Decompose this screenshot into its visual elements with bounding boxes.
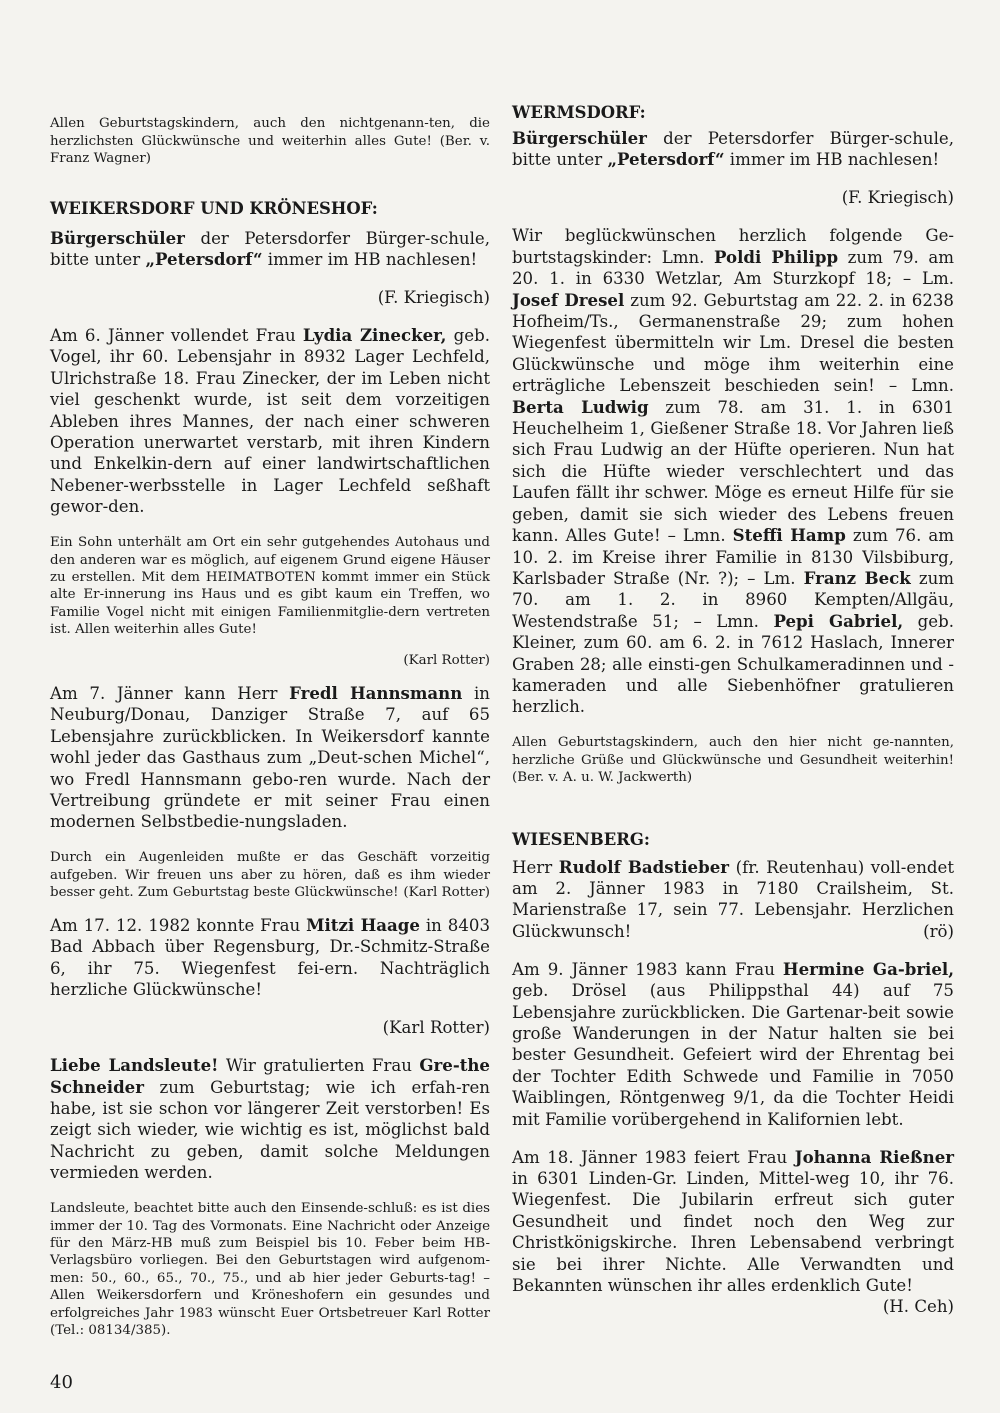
bold-name: Lydia Zinecker, bbox=[302, 325, 447, 346]
bold-name: Johanna Rießner bbox=[794, 1146, 954, 1167]
text: immer im HB nachlesen! bbox=[262, 250, 478, 270]
paragraph-wermsdorf-note: Allen Geburtstagskindern, auch den hier nicht ge-nannten, herzliche Grüße und Glückwünsche und Gesundheit weiterhin! (Ber. v. A. u. W. Jackwerth) bbox=[512, 735, 954, 786]
text: der Petersdorfer Bürger-schule, bitte unter bbox=[50, 228, 490, 270]
paragraph-einsendeschluss: Landsleute, beachtet bitte auch den Einsende-schluß: es ist dies immer der 10. Tag des Vormonats. Eine Nachricht oder Anzeige für den März-HB muß zum Beispiel bis 10. Feber beim HB-Verlagsbüro vorliegen. Bei den Geburtstagen wird aufgenom-men: 50., 60., 65., 70., 75., und ab hier jeder Geburts-tag! – Allen Weikersdorfern und Kröneshofern ein gesundes und erfolgreiches Jahr 1983 wünscht Euer Ortsbetreuer Karl Rotter (Tel.: 08134/385). bbox=[50, 1201, 490, 1339]
credit-rotter-1: (Karl Rotter) bbox=[403, 653, 490, 669]
intro-note: Allen Geburtstagskindern, auch den nichtgenann-ten, die herzlichsten Glückwünsche und weiterhin alles Gute! (Ber. v. Franz Wagner) bbox=[50, 116, 490, 167]
page-number: 40 bbox=[50, 1372, 73, 1393]
bold-name: Bürgerschüler bbox=[512, 128, 647, 148]
text: Wir beglückwünschen herzlich folgende Ge-burtstagskinder: Lmn. bbox=[512, 226, 954, 267]
paragraph-gabriel bbox=[512, 959, 954, 1130]
text: geb. Drösel (aus Philippsthal 44) auf 75 Lebensjahre zurückblicken. Die Gartenar-beit sowie große Wanderungen in der Natur halten sie bei bester Gesundheit. Gefeiert wird der Ehrentag bei der Tochter Edith Schwede und Familie in 7050 Waiblingen, Röntgenweg 9/1, da die Tochter Heidi mit Familie vorübergehend in Kalifornien lebt. bbox=[512, 981, 954, 1129]
bold-name: Mitzi Haage bbox=[306, 914, 420, 935]
text: zum 70. am 1. 2. in 8960 Kempten/Allgäu, Westendstraße 51; – Lmn. bbox=[512, 568, 954, 631]
bold-name: Berta Ludwig bbox=[512, 396, 649, 417]
bold-name: „Petersdorf“ bbox=[607, 149, 725, 170]
text: geb. Kleiner, zum 60. am 6. 2. in 7612 Haslach, Innerer Graben 28; alle einsti-gen Schulkameradinnen und -kameraden und alle Siebenhöfner gratulieren herzlich. bbox=[512, 611, 954, 717]
credit-ceh: (H. Ceh) bbox=[882, 1297, 954, 1317]
text: (fr. Reutenhau) voll-endet am 2. Jänner 1983 in 7180 Crailsheim, St. Marienstraße 17, sein 77. Lebensjahr. Herzlichen Glückwunsch! bbox=[512, 857, 954, 941]
credit-kriegisch-left: (F. Kriegisch) bbox=[377, 288, 490, 308]
paragraph-buergerschueler-right bbox=[512, 128, 954, 171]
paragraph-riessner bbox=[512, 1146, 954, 1317]
credit-roe: (rö) bbox=[923, 921, 954, 941]
text: Durch ein Augenleiden mußte er das Geschäft vorzeitig aufgeben. Wir freuen uns aber zu hören, daß es ihm wieder besser geht. Zum Geburtstag beste Glückwünsche! bbox=[50, 850, 490, 901]
bold-name: Steffi Hamp bbox=[732, 525, 846, 546]
paragraph-buergerschueler-left bbox=[50, 228, 490, 271]
paragraph-zinecker-note: Ein Sohn unterhält am Ort ein sehr gutgehendes Autohaus und den anderen war es möglich, auf eigenem Grund eigene Häuser zu erstellen. Mit dem HEIMATBOTEN kommt immer ein Stück alte Er-innerung ins Haus und es gibt kaum ein Treffen, wo Familie Vogel nicht mit einigen Familienmitglie-dern vertreten ist. Allen weiterhin alles Gute! bbox=[50, 535, 490, 638]
bold-name: Josef Dresel bbox=[512, 289, 625, 310]
text: geb. Vogel, ihr 60. Lebensjahr in 8932 Lager Lechfeld, Ulrichstraße 18. Frau Zinecker, der im Leben nicht viel geschenkt wurde, ist seit dem vorzeitigen Ableben ihres Mannes, der nach einer schweren Operation unerwartet verstarb, mit ihren Kindern und Enkelkin-dern auf einer landwirtschaftlichen Nebener-werbsstelle in Lager Lechfeld seßhaft gewor-den. bbox=[50, 326, 490, 517]
text: Am 17. 12. 1982 konnte Frau bbox=[50, 915, 307, 935]
bold-name: Liebe Landsleute! bbox=[50, 1055, 219, 1076]
text: immer im HB nachlesen! bbox=[724, 150, 940, 170]
paragraph-schneider bbox=[50, 1055, 490, 1183]
bold-name: Hermine Ga-briel, bbox=[782, 958, 955, 979]
paragraph-hannsmann bbox=[50, 683, 490, 833]
text: zum 76. am 10. 2. im Kreise ihrer Familie in 8130 Vilsbiburg, Karlsbader Straße (Nr. ?); – Lm. bbox=[512, 526, 954, 588]
text: Am 9. Jänner 1983 kann Frau bbox=[512, 959, 783, 979]
paragraph-zinecker bbox=[50, 325, 490, 518]
bold-name: Franz Beck bbox=[803, 567, 911, 588]
paragraph-hannsmann-note bbox=[50, 849, 490, 901]
credit-kriegisch-right: (F. Kriegisch) bbox=[841, 188, 954, 208]
text: der Petersdorfer Bürger-schule, bitte unter bbox=[512, 129, 954, 170]
text: Am 6. Jänner vollendet Frau bbox=[50, 326, 303, 346]
credit-rotter-3: (Karl Rotter) bbox=[382, 1018, 490, 1038]
bold-name: Poldi Philipp bbox=[714, 246, 839, 267]
text: Am 18. Jänner 1983 feiert Frau bbox=[512, 1147, 795, 1167]
text: Am 7. Jänner kann Herr bbox=[50, 683, 290, 703]
text: in Neuburg/Donau, Danziger Straße 7, auf 65 Lebensjahre zurückblicken. In Weikersdorf kannte wohl jeder das Gasthaus zum „Deut-schen Michel“, wo Fredl Hannsmann gebo-ren wurde. Nach der Vertreibung gründete er mit seiner Frau einen modernen Selbstbedie-nungsladen. bbox=[50, 683, 490, 832]
paragraph-wermsdorf-birthdays bbox=[512, 225, 954, 717]
bold-name: Fredl Hannsmann bbox=[289, 682, 463, 703]
left-column bbox=[50, 102, 490, 1353]
text: zum 78. am 31. 1. in 6301 Heuchelheim 1, Gießener Straße 18. Vor Jahren ließ sich Frau Ludwig an der Hüfte operieren. Nun hat sich die Hüfte wieder verschlechtert und das Laufen fällt ihr schwer. Möge es erneut Hilfe für sie geben, damit sie sich wieder des Lebens freuen kann. Alles Gute! – Lmn. bbox=[512, 397, 954, 546]
text: in 8403 Bad Abbach über Regensburg, Dr.-Schmitz-Straße 6, ihr 75. Wiegenfest fei-ern. Nachträglich herzliche Glückwünsche! bbox=[50, 915, 490, 1000]
bold-name: Bürgerschüler bbox=[50, 227, 185, 248]
text: in 6301 Linden-Gr. Linden, Mittel-weg 10, ihr 76. Wiegenfest. Die Jubilarin erfreut sich guter Gesundheit und findet noch den Weg zur Christkönigskirche. Ihren Lebensabend verbringt sie bei ihrer Nichte. Alle Verwandten und Bekannten wünschen ihr alles erdenklich Gute! bbox=[512, 1169, 954, 1296]
text: Herr bbox=[512, 857, 559, 877]
heading-wermsdorf: WERMSDORF: bbox=[512, 103, 646, 122]
bold-name: Gre-the Schneider bbox=[50, 1055, 490, 1097]
bold-name: Rudolf Badstieber bbox=[558, 856, 730, 877]
paragraph-badstieber bbox=[512, 857, 954, 943]
paragraph-haage bbox=[50, 915, 490, 1001]
text: zum 79. am 20. 1. in 6330 Wetzlar, Am Sturzkopf 18; – Lm. bbox=[512, 247, 954, 289]
text: Wir gratulierten Frau bbox=[218, 1056, 420, 1076]
bold-name: Pepi Gabriel, bbox=[773, 610, 904, 631]
heading-wiesenberg: WIESENBERG: bbox=[512, 829, 650, 849]
bold-name: „Petersdorf“ bbox=[145, 249, 263, 270]
text: zum Geburtstag; wie ich erfah-ren habe, ist sie schon vor längerer Zeit verstorben! Es zeigt sich wieder, wie wichtig es ist, möglichst bald Nachricht zu geben, damit solche Meldungen vermieden werden. bbox=[50, 1077, 490, 1183]
heading-weikersdorf: WEIKERSDORF UND KRÖNESHOF: bbox=[50, 198, 378, 218]
right-column bbox=[512, 102, 954, 1318]
credit-rotter-2: (Karl Rotter) bbox=[403, 885, 490, 901]
text: zum 92. Geburtstag am 22. 2. in 6238 Hofheim/Ts., Germanenstraße 29; zum hohen Wiegenfest übermitteln wir Lm. Dresel die besten Glückwünsche und möge ihm weiterhin eine erträgliche Lebenszeit beschieden sein! – Lmn. bbox=[512, 290, 954, 396]
